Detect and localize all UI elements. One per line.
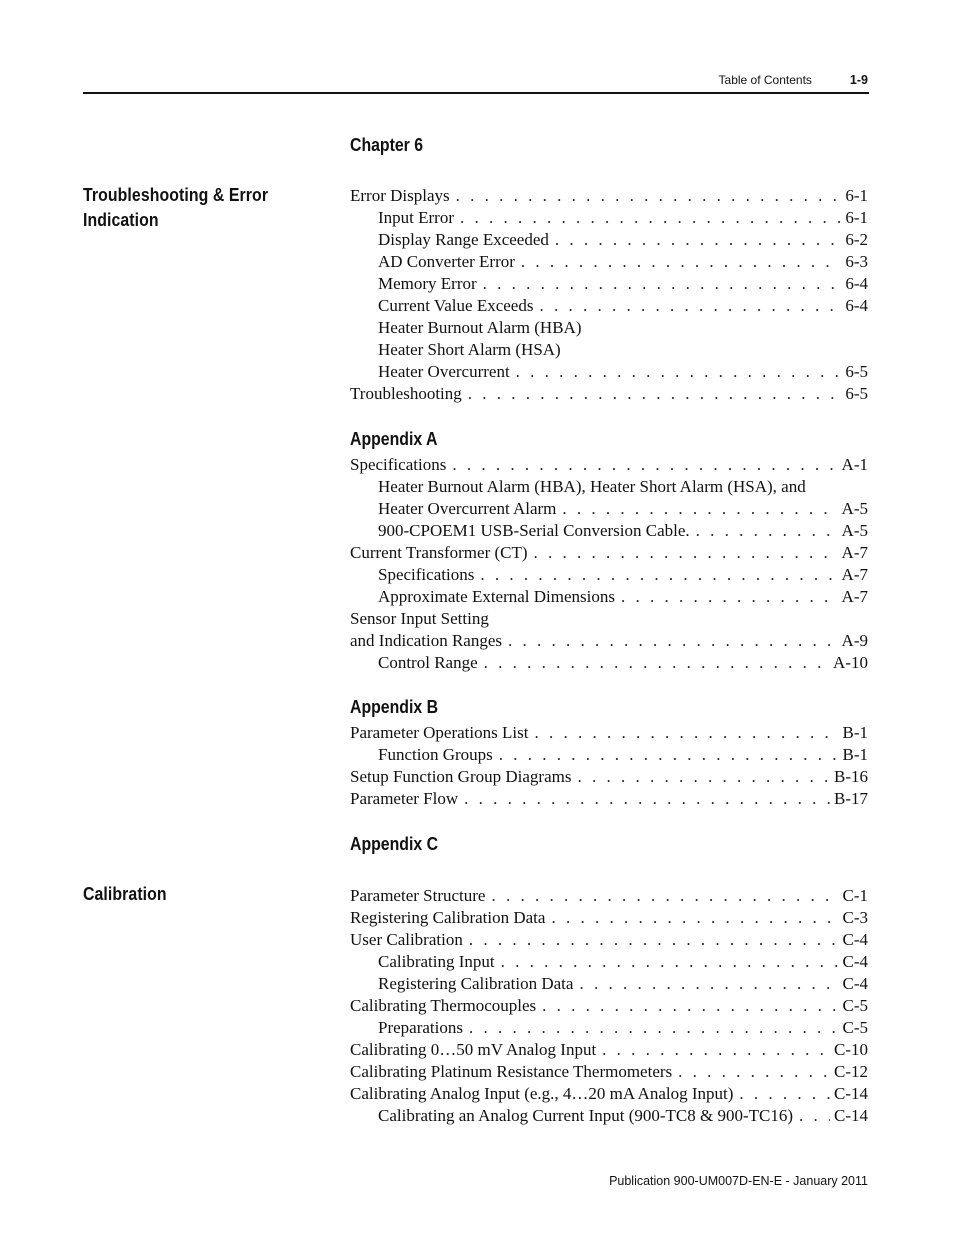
dot-leader — [469, 929, 839, 951]
toc-entry — [350, 520, 868, 542]
toc-entry — [350, 251, 868, 273]
toc-entry — [350, 744, 868, 766]
toc-entry-page: A-7 — [841, 587, 868, 606]
toc-entry-title: Specifications — [350, 455, 447, 474]
toc-entry-title: User Calibration — [350, 930, 463, 949]
sidebar-heading-calibration: Calibration — [83, 884, 167, 904]
appendix-c-heading: Appendix C — [350, 834, 439, 854]
toc-entry — [350, 1039, 868, 1061]
toc-entry-title: Registering Calibration Data — [378, 974, 574, 993]
toc-entry — [350, 885, 868, 907]
toc-entry — [350, 476, 868, 498]
dot-leader — [456, 185, 842, 207]
toc-entry-title: Troubleshooting — [350, 384, 462, 403]
toc-entry — [350, 907, 868, 929]
toc-entry — [350, 788, 868, 810]
toc-entry-title: Function Groups — [378, 745, 493, 764]
toc-entry-page: 6-4 — [845, 296, 868, 315]
dot-leader — [452, 454, 837, 476]
toc-entry-page: C-12 — [834, 1062, 868, 1081]
toc-entry-page: 6-5 — [845, 362, 868, 381]
toc-entry — [350, 722, 868, 744]
dot-leader — [602, 1039, 830, 1061]
toc-entry-page: A-5 — [841, 521, 868, 540]
toc-entry-page: B-17 — [834, 789, 868, 808]
dot-leader — [460, 207, 841, 229]
dot-leader — [521, 251, 841, 273]
toc-entry-page: B-1 — [842, 745, 868, 764]
toc-entry — [350, 1083, 868, 1105]
toc-entry-title: Parameter Operations List — [350, 723, 529, 742]
appendix-b-heading: Appendix B — [350, 697, 439, 717]
toc-entry-title: Preparations — [378, 1018, 463, 1037]
toc-entry-page: C-3 — [842, 908, 868, 927]
toc-entry — [350, 295, 868, 317]
toc-entry-page: 6-1 — [845, 208, 868, 227]
dot-leader — [483, 273, 842, 295]
toc-entry-title: Display Range Exceeded — [378, 230, 549, 249]
toc-entry — [350, 929, 868, 951]
toc-entry-title: Heater Overcurrent — [378, 362, 510, 381]
dot-leader — [542, 995, 838, 1017]
dot-leader — [562, 498, 837, 520]
toc-entry-title: Heater Overcurrent Alarm — [378, 499, 557, 518]
toc-entry — [350, 498, 868, 520]
toc-entry — [350, 951, 868, 973]
toc-entry-title: Input Error — [378, 208, 455, 227]
toc-entry-title: 900-CPOEM1 USB-Serial Conversion Cable. — [378, 521, 690, 540]
toc-entry — [350, 185, 868, 207]
toc-entry-title: Memory Error — [378, 274, 477, 293]
toc-entry — [350, 1105, 868, 1127]
dot-leader — [678, 1061, 830, 1083]
toc-entry-page: C-4 — [842, 974, 868, 993]
header-rule — [83, 92, 869, 94]
dot-leader — [499, 744, 839, 766]
toc-entry-title: Error Displays — [350, 186, 450, 205]
toc-entry-page: C-1 — [842, 886, 868, 905]
dot-leader — [469, 1017, 839, 1039]
toc-entry — [350, 995, 868, 1017]
toc-entry-title: AD Converter Error — [378, 252, 515, 271]
appendix-a-heading: Appendix A — [350, 429, 438, 449]
toc-entry-title: Heater Short Alarm (HSA) — [378, 340, 561, 359]
toc-entry-title: Calibrating Input — [378, 952, 495, 971]
toc-entry — [350, 229, 868, 251]
dot-leader — [539, 295, 841, 317]
toc-entry — [350, 652, 868, 674]
toc-entry-page: 6-2 — [845, 230, 868, 249]
toc-entry-title: Calibrating Analog Input (e.g., 4…20 mA Analog Input) — [350, 1084, 734, 1103]
dot-leader — [577, 766, 830, 788]
dot-leader — [464, 788, 830, 810]
toc-entry-title: Calibrating an Analog Current Input (900-TC8 & 900-TC16) — [378, 1106, 794, 1125]
toc-entry-title: Calibrating Thermocouples — [350, 996, 537, 1015]
running-header — [719, 73, 868, 87]
toc-entry-title: Calibrating Platinum Resistance Thermometers — [350, 1062, 673, 1081]
toc-entry — [350, 542, 868, 564]
dot-leader — [621, 586, 838, 608]
dot-leader — [491, 885, 838, 907]
toc-entry-title: Parameter Flow — [350, 789, 459, 808]
toc-entry-page: C-4 — [842, 952, 868, 971]
toc-entry-title: Approximate External Dimensions — [378, 587, 616, 606]
header-page-number: 1-9 — [849, 73, 868, 87]
dot-leader — [696, 520, 838, 542]
toc-entry-page: C-5 — [842, 1018, 868, 1037]
toc-entry — [350, 207, 868, 229]
toc-entry-page: A-10 — [833, 653, 868, 672]
toc-entry — [350, 339, 868, 361]
toc-entry — [350, 273, 868, 295]
toc-entry-page: C-14 — [834, 1084, 868, 1103]
dot-leader — [534, 542, 838, 564]
dot-leader — [555, 229, 841, 251]
toc-entry-title: Specifications — [378, 565, 475, 584]
publication-footer: Publication 900-UM007D-EN-E - January 2011 — [609, 1174, 868, 1188]
toc-entry-page: A-5 — [841, 499, 868, 518]
toc-entry-page: 6-3 — [845, 252, 868, 271]
chapter-6-entries — [350, 185, 868, 405]
toc-entry — [350, 586, 868, 608]
chapter-6-heading: Chapter 6 — [350, 135, 424, 155]
toc-entry-page: A-1 — [841, 455, 868, 474]
toc-entry — [350, 766, 868, 788]
toc-entry-page: C-14 — [834, 1106, 868, 1125]
dot-leader — [508, 630, 838, 652]
toc-entry-page: A-7 — [841, 565, 868, 584]
appendix-a-entries — [350, 454, 868, 674]
toc-entry-page: A-7 — [841, 543, 868, 562]
sidebar-heading-troubleshooting: Troubleshooting & Error Indication — [83, 185, 269, 230]
toc-entry-title: Current Value Exceeds — [378, 296, 534, 315]
dot-leader — [534, 722, 838, 744]
dot-leader — [516, 361, 842, 383]
toc-entry — [350, 383, 868, 405]
toc-entry-page: 6-5 — [845, 384, 868, 403]
toc-entry — [350, 1061, 868, 1083]
toc-entry-title: and Indication Ranges — [350, 631, 503, 650]
header-title: Table of Contents — [718, 73, 812, 87]
toc-entry — [350, 361, 868, 383]
dot-leader — [501, 951, 839, 973]
toc-entry-title: Calibrating 0…50 mV Analog Input — [350, 1040, 597, 1059]
toc-entry-title: Registering Calibration Data — [350, 908, 546, 927]
toc-entry-page: C-4 — [842, 930, 868, 949]
toc-entry-title: Sensor Input Setting — [350, 609, 489, 628]
toc-entry-title: Current Transformer (CT) — [350, 543, 528, 562]
toc-entry-title: Heater Burnout Alarm (HBA) — [378, 318, 582, 337]
toc-entry — [350, 973, 868, 995]
toc-entry-title: Parameter Structure — [350, 886, 486, 905]
toc-entry — [350, 317, 868, 339]
toc-entry — [350, 1017, 868, 1039]
toc-entry — [350, 454, 868, 476]
toc-entry-page: B-1 — [842, 723, 868, 742]
toc-entry — [350, 608, 868, 630]
toc-entry — [350, 630, 868, 652]
toc-entry-page: C-10 — [834, 1040, 868, 1059]
toc-entry-title: Heater Burnout Alarm (HBA), Heater Short Alarm (HSA), and — [378, 477, 806, 496]
toc-entry-page: B-16 — [834, 767, 868, 786]
toc-entry-page: 6-1 — [845, 186, 868, 205]
appendix-c-entries — [350, 885, 868, 1127]
toc-entry-page: C-5 — [842, 996, 868, 1015]
dot-leader — [480, 564, 837, 586]
dot-leader — [739, 1083, 830, 1105]
toc-entry-title: Control Range — [378, 653, 478, 672]
toc-entry-page: 6-4 — [845, 274, 868, 293]
toc-entry — [350, 564, 868, 586]
dot-leader — [468, 383, 842, 405]
toc-entry-page: A-9 — [841, 631, 868, 650]
dot-leader — [579, 973, 838, 995]
toc-entry-title: Setup Function Group Diagrams — [350, 767, 572, 786]
dot-leader — [799, 1105, 830, 1127]
dot-leader — [484, 652, 829, 674]
dot-leader — [551, 907, 838, 929]
appendix-b-entries — [350, 722, 868, 810]
